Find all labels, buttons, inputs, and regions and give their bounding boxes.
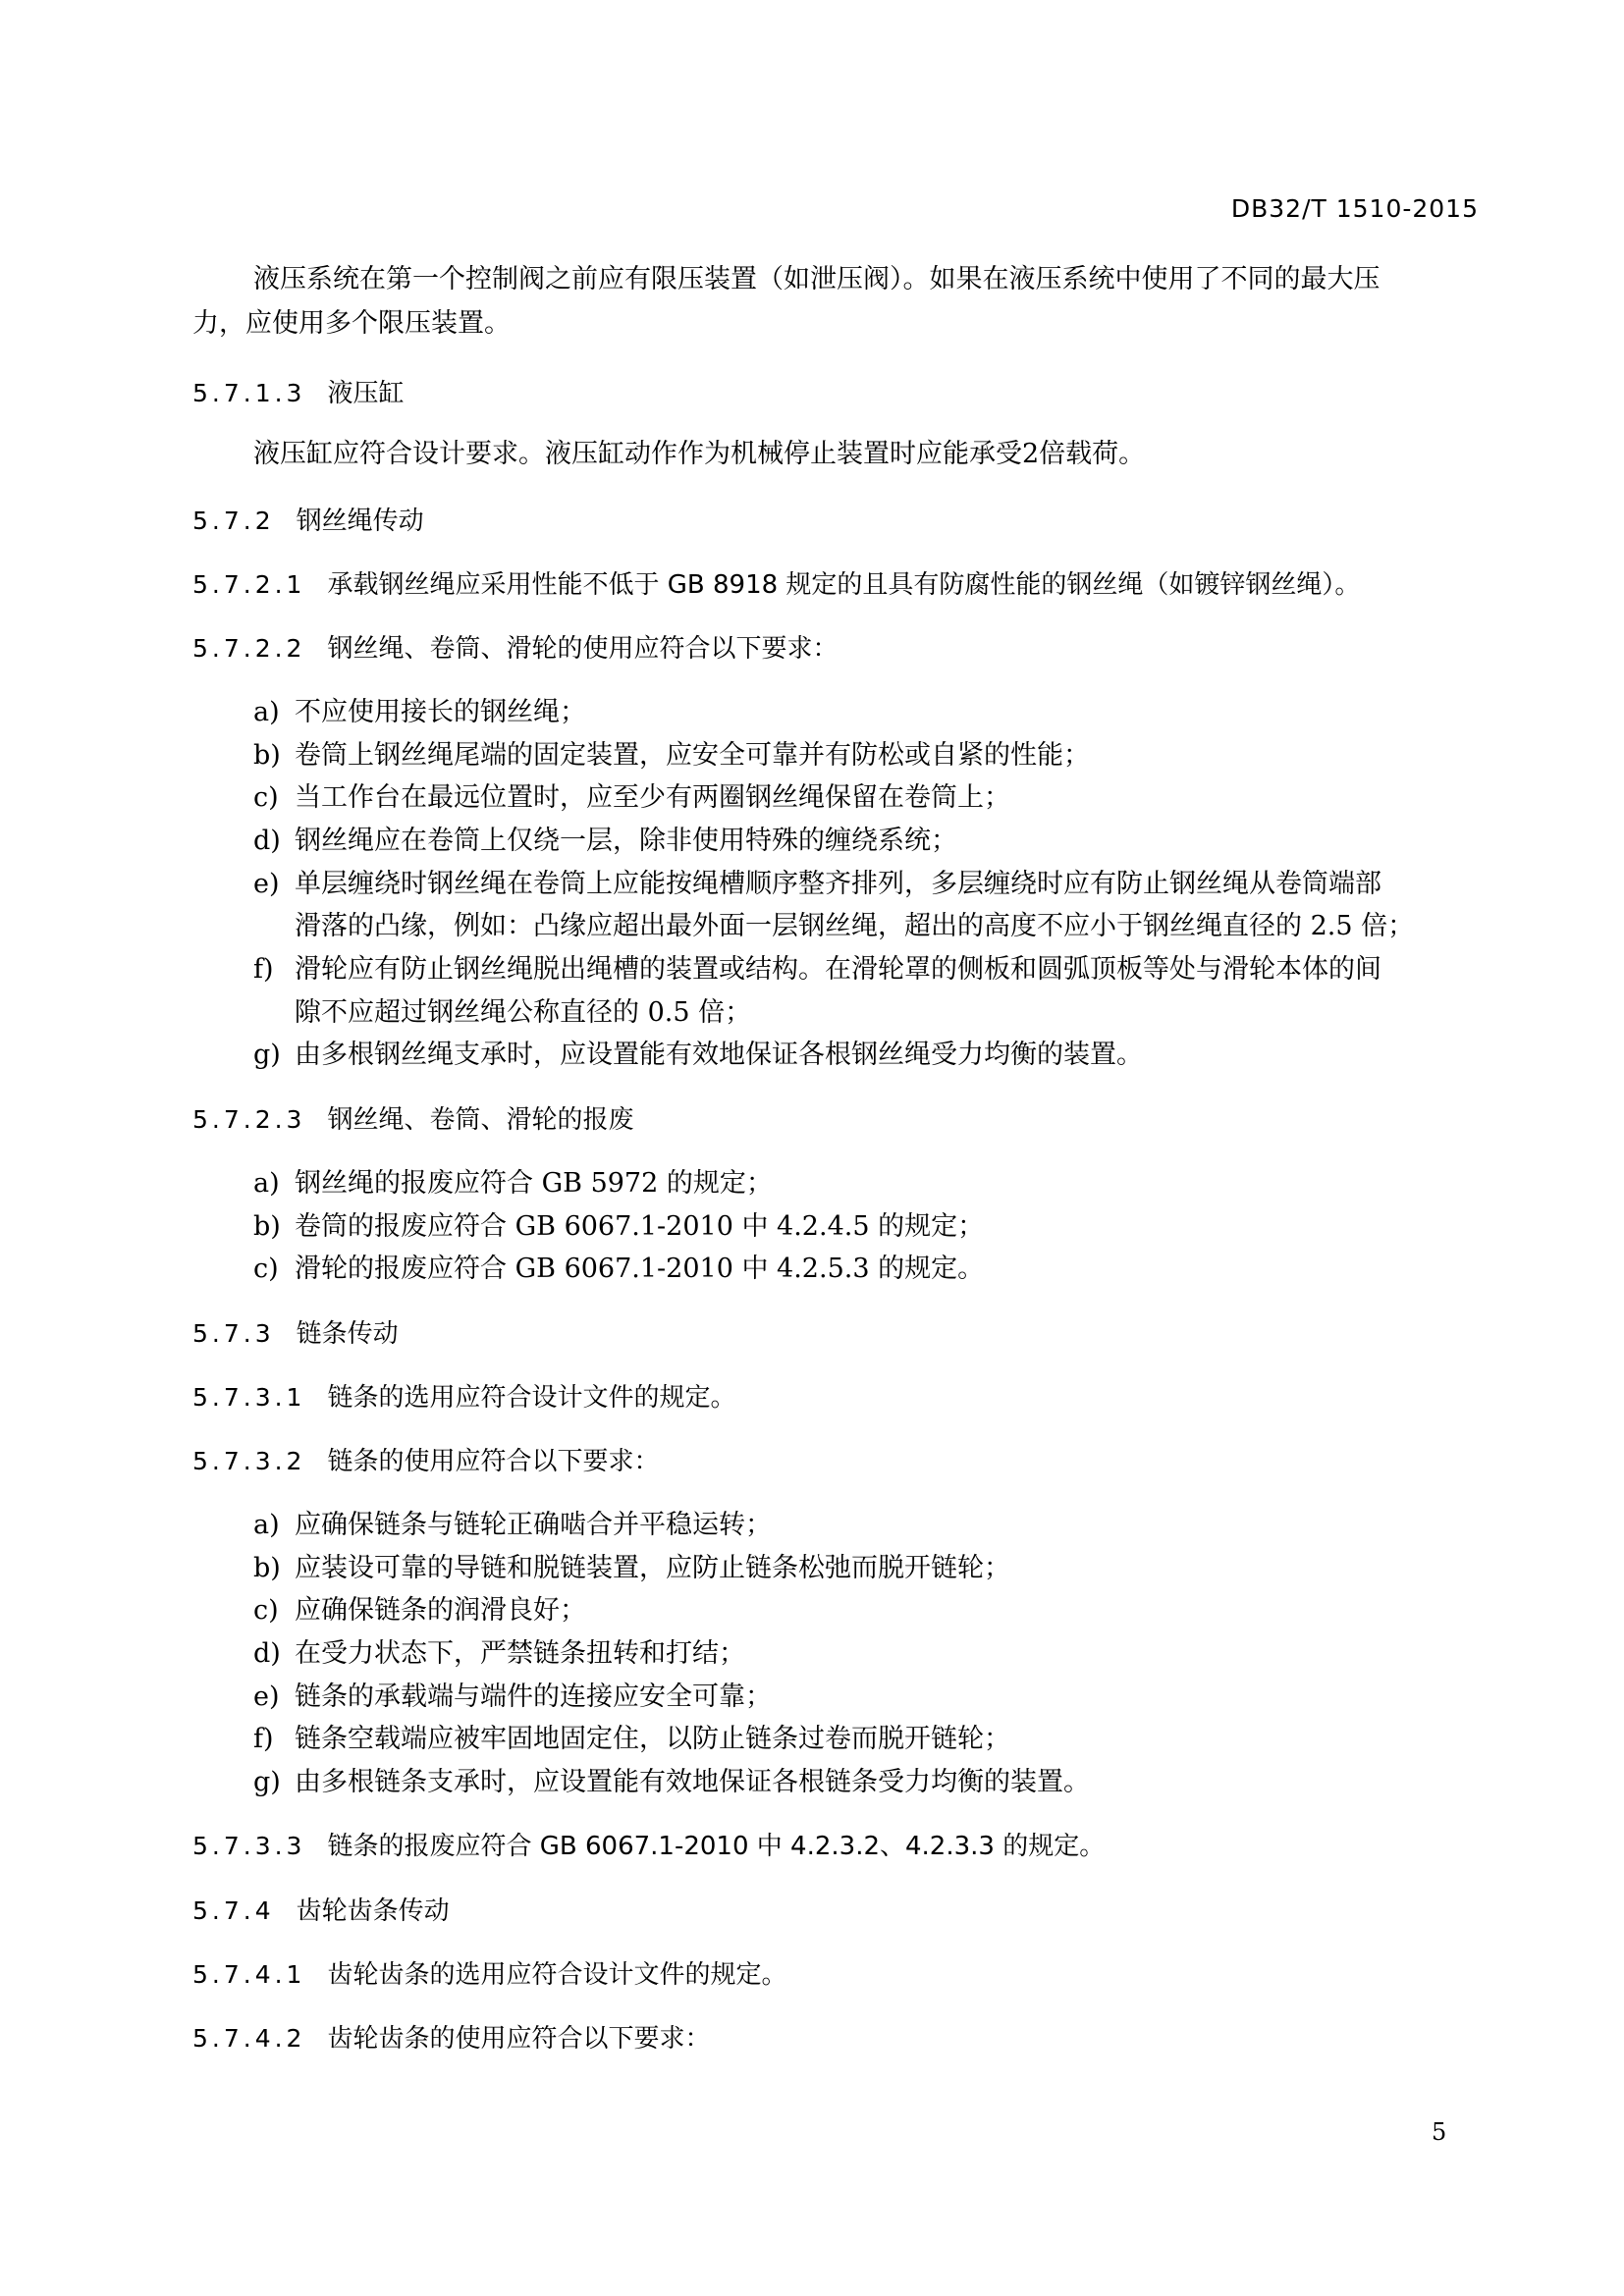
paragraph: 力，应使用多个限压装置。 — [192, 308, 511, 339]
list-item-label: c) — [253, 1254, 279, 1284]
list-item — [253, 1766, 1090, 1799]
list-item-label: e) — [253, 1682, 280, 1712]
list-item-label: f) — [253, 1724, 274, 1754]
list-item-label: d) — [253, 1638, 281, 1669]
list-item — [253, 781, 1010, 815]
list-item-label: g) — [253, 1767, 281, 1797]
clause — [192, 1445, 659, 1478]
list-item — [253, 1509, 772, 1542]
list-item — [253, 1723, 1010, 1756]
clause-number: 5.7.2.3 — [192, 1105, 306, 1134]
list-item — [253, 1681, 772, 1714]
clause-text: 齿轮齿条的使用应符合以下要求： — [327, 2024, 711, 2054]
list-item-text: 应确保链条与链轮正确啮合并平稳运转； — [295, 1510, 772, 1540]
list-item — [253, 739, 1090, 773]
list-item-label: b) — [253, 740, 281, 771]
clause-number: 5.7.2.1 — [192, 570, 306, 599]
clause — [192, 1895, 450, 1928]
list-item-continuation: 滑落的凸缘，例如：凸缘应超出最外面一层钢丝绳，超出的高度不应小于钢丝绳直径的 2.5 倍； — [295, 911, 1415, 941]
list-item-label: e) — [253, 869, 280, 899]
list-item — [253, 1167, 773, 1201]
clause-number: 5.7.3 — [192, 1319, 275, 1348]
list-item-text: 在受力状态下，严禁链条扭转和打结； — [295, 1638, 745, 1669]
clause-number: 5.7.4.2 — [192, 2024, 306, 2053]
clause-number: 5.7.4.1 — [192, 1960, 306, 1989]
list-item-label: d) — [253, 826, 281, 856]
list-item-text: 滑轮应有防止钢丝绳脱出绳槽的装置或结构。在滑轮罩的侧板和圆弧顶板等处与滑轮本体的间 — [295, 954, 1381, 985]
list-item — [253, 1253, 984, 1286]
list-item-text: 应装设可靠的导链和脱链装置，应防止链条松弛而脱开链轮； — [295, 1553, 1010, 1583]
list-item — [253, 1594, 586, 1628]
list-item-text: 当工作台在最远位置时，应至少有两圈钢丝绳保留在卷筒上； — [295, 782, 1010, 813]
clause-number: 5.7.4 — [192, 1896, 275, 1925]
list-item-text: 由多根链条支承时，应设置能有效地保证各根链条受力均衡的装置。 — [295, 1767, 1090, 1797]
list-item — [253, 1637, 745, 1671]
clause-text: 齿轮齿条传动 — [296, 1896, 450, 1926]
clause — [192, 1103, 633, 1137]
list-item-label: a) — [253, 1168, 280, 1199]
clause — [192, 568, 1360, 602]
list-item-text: 应确保链条的润滑良好； — [295, 1595, 586, 1626]
paragraph: 液压系统在第一个控制阀之前应有限压装置（如泄压阀）。如果在液压系统中使用了不同的最大压 — [253, 264, 1380, 294]
clause-text: 齿轮齿条的选用应符合设计文件的规定。 — [327, 1960, 787, 1990]
list-item-text: 钢丝绳应在卷筒上仅绕一层，除非使用特殊的缠绕系统； — [295, 826, 957, 856]
list-item-text: 卷筒上钢丝绳尾端的固定装置，应安全可靠并有防松或自紧的性能； — [295, 740, 1090, 771]
list-item — [253, 1210, 984, 1244]
list-item-text: 由多根钢丝绳支承时，应设置能有效地保证各根钢丝绳受力均衡的装置。 — [295, 1040, 1143, 1070]
list-item-text: 滑轮的报废应符合 GB 6067.1-2010 中 4.2.5.3 的规定。 — [295, 1254, 985, 1284]
list-item-label: a) — [253, 1510, 280, 1540]
clause-number: 5.7.3.3 — [192, 1832, 306, 1860]
list-item-text: 不应使用接长的钢丝绳； — [295, 697, 586, 727]
list-item-label: g) — [253, 1040, 281, 1070]
clause-text: 钢丝绳、卷筒、滑轮的报废 — [327, 1105, 634, 1135]
list-item — [253, 1039, 1143, 1072]
clause-text: 链条传动 — [296, 1319, 399, 1349]
list-item-text: 链条空载端应被牢固地固定住，以防止链条过卷而脱开链轮； — [295, 1724, 1010, 1754]
list-item-label: c) — [253, 782, 279, 813]
document-code-header: DB32/T 1510-2015 — [1230, 194, 1479, 223]
list-item-label: b) — [253, 1211, 281, 1242]
clause-number: 5.7.3.2 — [192, 1447, 306, 1475]
clause-number: 5.7.2 — [192, 507, 275, 535]
paragraph: 液压缸应符合设计要求。液压缸动作作为机械停止装置时应能承受2倍载荷。 — [253, 439, 1146, 469]
clause-text: 钢丝绳、卷筒、滑轮的使用应符合以下要求： — [327, 634, 839, 664]
clause-number: 5.7.3.1 — [192, 1383, 306, 1412]
list-item-continuation: 隙不应超过钢丝绳公称直径的 0.5 倍； — [295, 997, 752, 1028]
clause-text: 链条的选用应符合设计文件的规定。 — [327, 1383, 736, 1413]
list-item — [253, 868, 1381, 901]
clause — [192, 1830, 1105, 1863]
clause-text: 链条的使用应符合以下要求： — [327, 1447, 660, 1476]
clause — [192, 1317, 399, 1351]
list-item — [253, 825, 957, 858]
list-item-label: a) — [253, 697, 280, 727]
list-item-text: 链条的承载端与端件的连接应安全可靠； — [295, 1682, 772, 1712]
page-number: 5 — [1432, 2118, 1447, 2146]
list-item-label: f) — [253, 954, 274, 985]
clause — [192, 505, 424, 538]
clause-text: 钢丝绳传动 — [296, 507, 424, 536]
clause — [192, 1958, 786, 1992]
list-item — [253, 953, 1381, 987]
clause — [192, 2022, 710, 2056]
clause-text: 承载钢丝绳应采用性能不低于 GB 8918 规定的且具有防腐性能的钢丝绳（如镀锌钢丝绳）。 — [327, 570, 1361, 600]
list-item-label: b) — [253, 1553, 281, 1583]
clause — [192, 377, 404, 410]
clause-number: 5.7.2.2 — [192, 634, 306, 663]
clause-text: 链条的报废应符合 GB 6067.1-2010 中 4.2.3.2、4.2.3.3 的规定。 — [327, 1832, 1106, 1861]
list-item — [253, 1552, 1010, 1585]
clause — [192, 632, 838, 666]
clause-number: 5.7.1.3 — [192, 379, 306, 407]
list-item-text: 单层缠绕时钢丝绳在卷筒上应能按绳槽顺序整齐排列，多层缠绕时应有防止钢丝绳从卷筒端部 — [295, 869, 1381, 899]
list-item — [253, 696, 586, 729]
list-item-text: 卷筒的报废应符合 GB 6067.1-2010 中 4.2.4.5 的规定； — [295, 1211, 985, 1242]
clause — [192, 1381, 735, 1415]
list-item-label: c) — [253, 1595, 279, 1626]
list-item-text: 钢丝绳的报废应符合 GB 5972 的规定； — [295, 1168, 773, 1199]
clause-text: 液压缸 — [327, 379, 405, 408]
